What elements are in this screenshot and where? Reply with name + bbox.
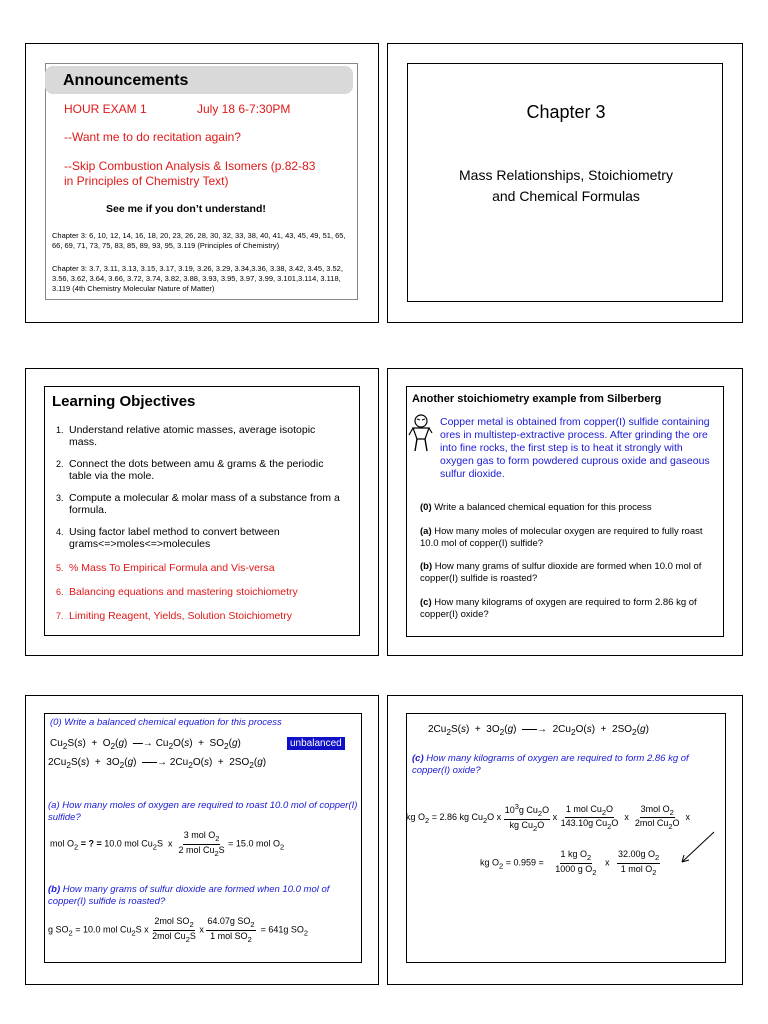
question-b: (b) How many grams of sulfur dioxide are formed when 10.0 mol of copper(I) sulfide is roasted? (420, 561, 702, 584)
balanced-equation: $2Cu_2S(s) + 3O_2(g)$ ⎯⎯⎯→ $2Cu_2O(s) + 2SO_2(g)$ (428, 724, 649, 737)
exam-date: July 18 6-7:30PM (197, 102, 291, 116)
question-0: (0) Write a balanced chemical equation for this process (420, 502, 652, 513)
calc-kg-o2-line2: kg $O_2 = 0.959$ = $\frac{1 kg O_2}{1000 g O_2}$ x $\frac{32.00g O_2}{1 mol O_2}$ (480, 849, 660, 877)
objective-item: 4. Using factor label method to convert between grams<=>moles<=>molecules (56, 526, 280, 550)
question-0-heading: (0) Write a balanced chemical equation for this process (50, 717, 282, 728)
slide-title: Announcements (63, 72, 189, 89)
objective-item: 1. Understand relative atomic masses, average isotopic mass. (56, 424, 316, 448)
slide-worked-answers (25, 695, 379, 985)
slide-chapter-title (387, 43, 743, 323)
fraction: $\frac{2mol SO_2}{2mol Cu_2S}$ (152, 916, 196, 944)
chapter-subtitle: Mass Relationships, Stoichiometry and Chemical Formulas (459, 167, 673, 204)
slide-announcements (25, 43, 379, 323)
slide-learning-objectives (25, 368, 379, 656)
thinking-figure-icon (408, 413, 434, 453)
fraction: $\frac{3 mol O_2}{2 mol Cu_2S}$ (178, 830, 225, 858)
question-a: (a) How many moles of molecular oxygen are required to fully roast 10.0 mol of copper(I) sulfide? (420, 526, 703, 549)
fraction: $\frac{1 mol Cu_2O}{143.10g Cu_2O}$ (560, 803, 619, 832)
question-b-heading: (b) How many grams of sulfur dioxide are formed when 10.0 mol of copper(I) sulfide is roasted? (48, 884, 330, 907)
slide-silberberg-example (387, 368, 743, 656)
problem-intro: Copper metal is obtained from copper(I) sulfide containing ores in multistep-extractive process. After grinding the ore into fine rocks, the first step is to heat it strongly with oxygen gas to form powdered cuprous oxide and gaseous sulfur dioxide. (440, 416, 710, 480)
objective-list (56, 424, 346, 622)
announcement-skip: --Skip Combustion Analysis & Isomers (p.82-83 in Principles of Chemistry Text) (64, 159, 316, 188)
see-me-note: See me if you don’t understand! (106, 203, 266, 215)
calc-kg-o2-line1: kg $O_2 = 2.86$ kg $Cu_2O$ x $\frac{10^3g Cu_2O}{kg Cu_2O}$ x $\frac{1 mol Cu_2O}{143.10g Cu_2O}$ x $\frac{3mol O_2}{2mol Cu_2O}$ x (406, 802, 691, 833)
chapter-title: Chapter 3 (526, 102, 606, 122)
problem-list-1: Chapter 3: 6, 10, 12, 14, 16, 18, 20, 23, 26, 28, 30, 32, 33, 38, 40, 41, 43, 45, 49, 51, 65, 66, 69, 71, 73, 75, 83, 85, 89, 93, 95, 3.119 (Principles of Chemistry) (52, 231, 346, 250)
objective-item: 3. Compute a molecular & molar mass of a substance from a formula. (56, 492, 340, 516)
objective-item: 6. Balancing equations and mastering stoichiometry (56, 586, 298, 598)
fraction: $\frac{32.00g O_2}{1 mol O_2}$ (617, 849, 660, 877)
question-c: (c) How many kilograms of oxygen are required to form 2.86 kg of copper(I) oxide? (420, 597, 697, 620)
balanced-equation: $2Cu_2S(s) + 3O_2(g)$ ⎯⎯⎯→ $2Cu_2O(s) + 2SO_2(g)$ (48, 757, 267, 770)
fraction: $\frac{64.07g SO_2}{1 mol SO_2}$ (207, 916, 255, 944)
calc-g-so2: g $SO_2 = 10.0$ mol $Cu_2S$ x $\frac{2mol SO_2}{2mol Cu_2S}$ x $\frac{64.07g SO_2}{1 mol SO_2}$ = 641g $SO_2$ (48, 916, 309, 944)
calc-mol-o2: mol $O_2$ = ? = 10.0 mol $Cu_2S$ x $\frac{3 mol O_2}{2 mol Cu_2S}$ = 15.0 mol $O_2$ (50, 830, 285, 858)
objective-item: 5. % Mass To Empirical Formula and Vis-versa (56, 562, 275, 574)
fraction: $\frac{1 kg O_2}{1000 g O_2}$ (555, 849, 597, 877)
exam-label: HOUR EXAM 1 (64, 102, 147, 116)
problem-list-2: Chapter 3: 3.7, 3.11, 3.13, 3.15, 3.17, 3.19, 3.26, 3.29, 3.34,3.36, 3.38, 3.42, 3.45, 3.52, 3.56, 3.62, 3.64, 3.66, 3.72, 3.74, 3.82, 3.88, 3.93, 3.95, 3.97, 3.99, 3.101,3.114, 3.118, 3.119 (4th Chemistry Molecular Nature of Matter) (52, 264, 343, 293)
continuation-arrow (678, 830, 718, 866)
fraction: $\frac{3mol O_2}{2mol Cu_2O}$ (634, 803, 680, 832)
question-a-heading: (a) How many moles of oxygen are required to roast 10.0 mol of copper(I) sulfide? (48, 800, 358, 823)
objective-item: 7. Limiting Reagent, Yields, Solution Stoichiometry (56, 610, 292, 622)
slide-kg-oxygen (387, 695, 743, 985)
slide-title: Learning Objectives (52, 393, 196, 410)
question-c-heading: (c) How many kilograms of oxygen are required to form 2.86 kg of copper(I) oxide? (412, 753, 689, 776)
unbalanced-equation: $Cu_2S(s) + O_2(g)$ ⎯⎯→ $Cu_2O(s) + SO_2(g)$ (50, 738, 241, 751)
announcement-recitation: --Want me to do recitation again? (64, 130, 241, 144)
objective-item: 2. Connect the dots between amu & grams & the periodic table via the mole. (56, 458, 324, 482)
unbalanced-badge: unbalanced (287, 737, 345, 750)
slide-title: Another stoichiometry example from Silberberg (412, 393, 662, 405)
fraction: $\frac{10^3g Cu_2O}{kg Cu_2O}$ (504, 802, 550, 833)
